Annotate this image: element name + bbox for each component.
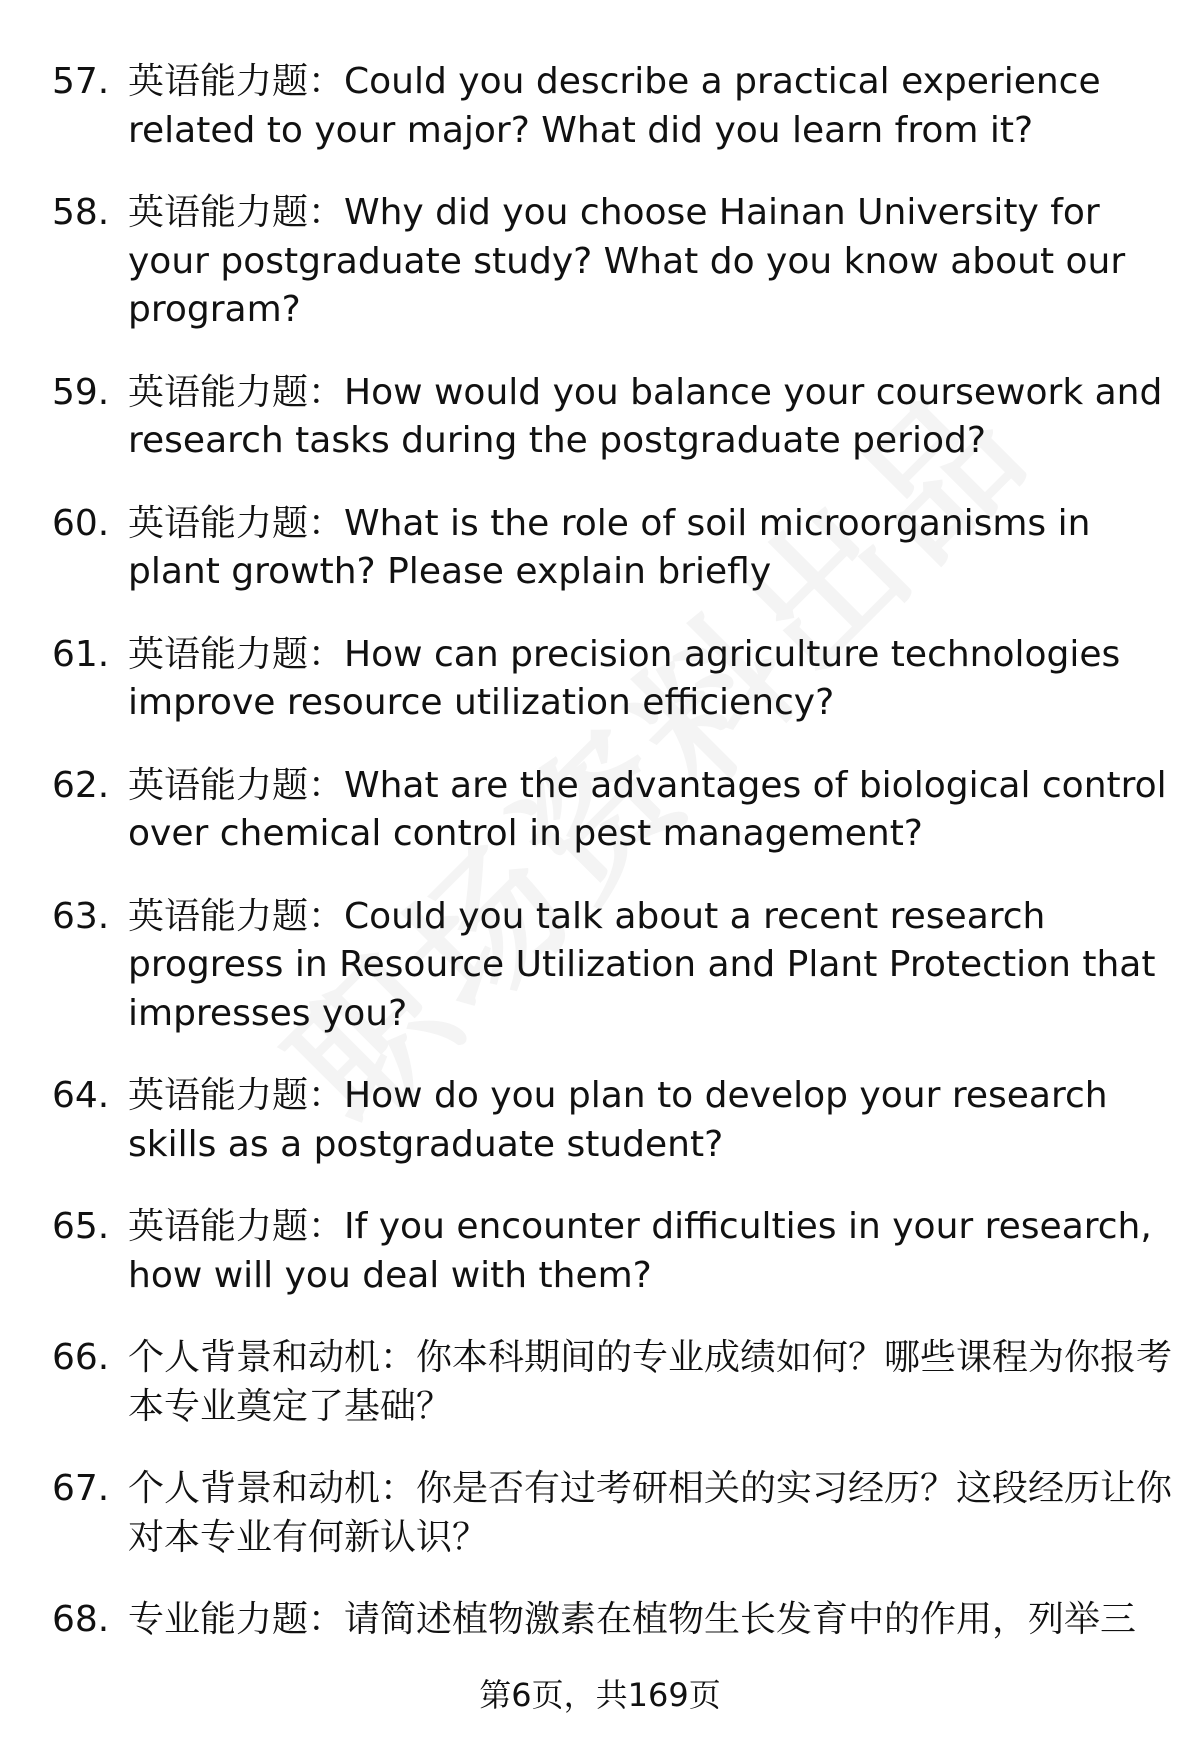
question-number: 61. xyxy=(52,633,110,675)
question-item xyxy=(0,1203,1200,1300)
question-number: 65. xyxy=(52,1206,110,1247)
question-list xyxy=(0,58,1200,1679)
question-number: 68. xyxy=(52,1599,110,1640)
question-item xyxy=(0,1596,1200,1645)
question-text: 英语能力题：How can precision agriculture technologies improve resource utilization efficiency? xyxy=(128,633,1121,723)
question-item xyxy=(0,893,1200,1039)
question-number: 58. xyxy=(52,192,110,233)
question-number: 60. xyxy=(52,502,110,544)
question-item xyxy=(0,1072,1200,1169)
page-footer: 第6页，共169页 xyxy=(479,1676,721,1714)
question-text: 英语能力题：Could you talk about a recent research progress in Resource Utilization and Plant Protection that impresses you? xyxy=(128,895,1156,1034)
question-text: 英语能力题：Why did you choose Hainan University for your postgraduate study? What do you know about our program? xyxy=(128,192,1126,330)
question-item xyxy=(0,1465,1200,1562)
question-text: 个人背景和动机：你本科期间的专业成绩如何？哪些课程为你报考本专业奠定了基础？ xyxy=(128,1337,1173,1427)
question-number: 59. xyxy=(52,371,110,413)
question-text: 英语能力题：Could you describe a practical experience related to your major? What did you learn from it? xyxy=(128,61,1101,151)
question-item xyxy=(0,500,1200,597)
question-number: 62. xyxy=(52,764,110,806)
question-text: 英语能力题：What are the advantages of biological control over chemical control in pest management? xyxy=(128,764,1167,854)
question-number: 63. xyxy=(52,895,110,937)
question-text: 英语能力题：How would you balance your coursework and research tasks during the postgraduate period? xyxy=(128,371,1163,461)
question-item xyxy=(0,1334,1200,1431)
question-item xyxy=(0,631,1200,728)
question-number: 67. xyxy=(52,1468,110,1509)
question-text: 个人背景和动机：你是否有过考研相关的实习经历？这段经历让你对本专业有何新认识？ xyxy=(128,1468,1173,1558)
question-text: 英语能力题：If you encounter difficulties in your research, how will you deal with them? xyxy=(128,1206,1152,1296)
question-number: 64. xyxy=(52,1075,110,1116)
question-text: 英语能力题：How do you plan to develop your research skills as a postgraduate student? xyxy=(128,1075,1108,1165)
question-item xyxy=(0,189,1200,335)
question-number: 66. xyxy=(52,1337,110,1378)
question-text: 专业能力题：请简述植物激素在植物生长发育中的作用，列举三 xyxy=(128,1599,1137,1640)
question-item xyxy=(0,762,1200,859)
question-item xyxy=(0,58,1200,155)
question-item xyxy=(0,369,1200,466)
question-number: 57. xyxy=(52,61,110,102)
question-text: 英语能力题：What is the role of soil microorganisms in plant growth? Please explain briefly xyxy=(128,502,1091,592)
